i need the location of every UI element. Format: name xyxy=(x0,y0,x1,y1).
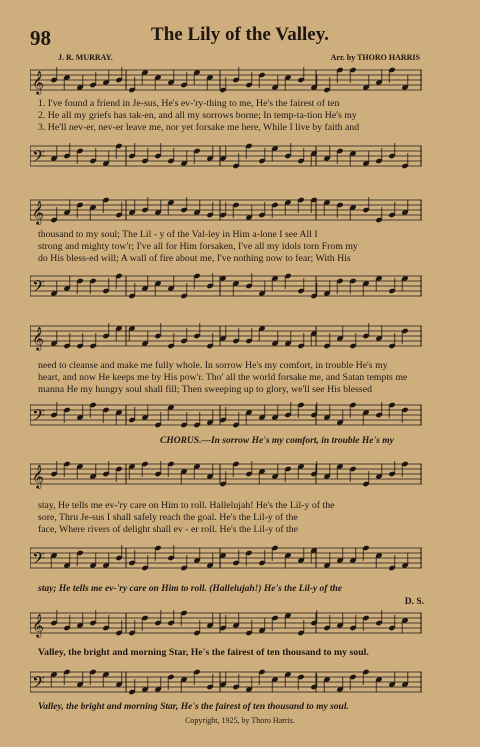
treble-staff-4 xyxy=(30,456,422,492)
refrain-line-2: Valley, the bright and morning Star, He's the fairest of ten thousand to my soul. xyxy=(38,702,349,712)
arranger-credit: Arr. by THORO HARRIS xyxy=(330,53,420,62)
clef-icon: 𝄞 xyxy=(32,70,44,94)
clef-icon: 𝄢 xyxy=(32,146,45,170)
clef-icon: 𝄢 xyxy=(32,276,45,300)
treble-staff-5 xyxy=(30,605,422,641)
lyric-line: strong and mighty tow'r; I've all for Him forsaken, I've all my idols torn From my xyxy=(38,241,358,252)
lyric-line: Valley, the bright and morning Star, He's the fairest of ten thousand to my soul. xyxy=(38,647,369,658)
bass-staff-1 xyxy=(30,138,422,174)
lyric-line: manna He my hungry soul shall fill; Then sweeping up to glory, we'll see His blessed xyxy=(38,384,372,395)
lyric-line: need to cleanse and make me fully whole. In sorrow He's my comfort, in trouble He's my xyxy=(38,360,388,371)
lyric-line: sore, Thru Je-sus I shall safely reach the goal. He's the Lil-y of the xyxy=(38,512,298,523)
clef-icon: 𝄢 xyxy=(32,672,45,696)
clef-icon: 𝄞 xyxy=(32,613,44,637)
treble-staff-1 xyxy=(30,62,422,98)
lyric-block-4 xyxy=(38,500,426,536)
bass-staff-5 xyxy=(30,664,422,700)
treble-staff-3 xyxy=(30,318,422,354)
clef-icon: 𝄞 xyxy=(32,464,44,488)
lyric-line: 3. He'll nev-er, nev-er leave me, nor yet forsake me here, While I live by faith and xyxy=(38,122,360,133)
clef-icon: 𝄢 xyxy=(32,405,45,429)
lyric-line: 2. He all my griefs has tak-en, and all my sorrows borne; In temp-ta-tion He's my xyxy=(38,110,357,121)
lyric-block-5 xyxy=(38,647,426,659)
bass-staff-3 xyxy=(30,397,422,433)
chorus-cue: CHORUS.—In sorrow He's my comfort, in trouble He's my xyxy=(160,436,394,446)
bass-staff-2 xyxy=(30,268,422,304)
author-credit: J. R. MURRAY. xyxy=(58,53,113,62)
hymn-title: The Lily of the Valley. xyxy=(151,24,329,45)
lyric-line: do His bless-ed will; A wall of fire about me, I've nothing now to fear; With His xyxy=(38,253,351,264)
lyric-line: stay, He tells me ev-'ry care on Him to roll. Hallelujah! He's the Lil-y of the xyxy=(38,500,335,511)
clef-icon: 𝄞 xyxy=(32,326,44,350)
hymn-number: 98 xyxy=(30,26,51,50)
lyric-block-1 xyxy=(38,98,426,134)
hymn-header xyxy=(0,0,480,60)
lyric-block-2 xyxy=(38,229,426,265)
lyric-line: 1. I've found a friend in Je-sus, He's ev-'ry-thing to me, He's the fairest of ten xyxy=(38,98,340,109)
copyright-line: Copyright, 1925, by Thoro Harris. xyxy=(185,716,295,725)
ds-mark: D. S. xyxy=(404,597,424,607)
lyric-line: thousand to my soul; The Lil - y of the Val-ley in Him a-lone I see All I xyxy=(38,229,318,240)
refrain-line-1: stay; He tells me ev-'ry care on Him to roll. (Hallelujah!) He's the Lil-y of the xyxy=(38,584,342,594)
clef-icon: 𝄞 xyxy=(32,200,44,224)
lyric-line: face, Where rivers of delight shall ev - er roll. He's the Lil-y of the xyxy=(38,524,299,535)
treble-staff-2 xyxy=(30,192,422,228)
lyric-line: heart, and now He keeps me by His pow'r. Tho' all the world forsake me, and Satan tempts me xyxy=(38,372,408,383)
lyric-block-3 xyxy=(38,360,426,396)
clef-icon: 𝄢 xyxy=(32,548,45,572)
bass-staff-4 xyxy=(30,540,422,576)
